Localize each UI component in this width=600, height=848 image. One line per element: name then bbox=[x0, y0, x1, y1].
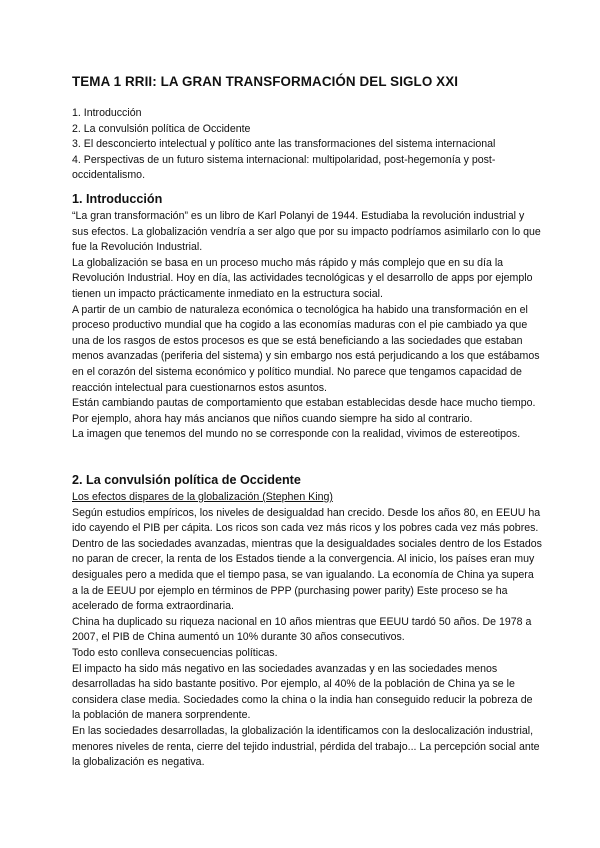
toc-item: 2. La convulsión política de Occidente bbox=[72, 122, 251, 135]
section-2-body bbox=[72, 490, 542, 771]
paragraph: En las sociedades desarrolladas, la globalización la identificamos con la deslocalización industrial, menores niveles de renta, cierre del tejido industrial, pérdida del trabajo... La percepción social ante la globalización es negativa. bbox=[72, 724, 540, 769]
document-title: TEMA 1 RRII: LA GRAN TRANSFORMACIÓN DEL SIGLO XXI bbox=[72, 74, 459, 89]
paragraph: Dentro de las sociedades avanzadas, mientras que la desigualdades sociales dentro de los Estados no paran de crecer, la renta de los Estados tiende a la convergencia. Al inicio, los países eran muy desiguales pero a medida que el tiempo pasa, se van igualando. La economía de China ya supera a la de EEUU por ejemplo en términos de PPP (purchasing power parity) Este proceso se ha acelerado de forma extraordinaria. bbox=[72, 537, 542, 613]
paragraph: Todo esto conlleva consecuencias políticas. bbox=[72, 646, 278, 659]
paragraph: “La gran transformación” es un libro de Karl Polanyi de 1944. Estudiaba la revolución industrial y sus efectos. La globalización vendría a ser algo que por su impacto podríamos asimilarlo con lo que fue la Revolución Industrial. bbox=[72, 210, 541, 254]
toc-item: 3. El desconcierto intelectual y político ante las transformaciones del sistema internacional bbox=[72, 138, 496, 151]
paragraph: China ha duplicado su riqueza nacional en 10 años mientras que EEUU tardó 50 años. De 1978 a 2007, el PIB de China aumentó un 10% durante 30 años consecutivos. bbox=[72, 615, 532, 644]
section-2-heading: 2. La convulsión política de Occidente bbox=[72, 473, 301, 487]
paragraph: La globalización se basa en un proceso mucho más rápido y más complejo que en su día la Revolución Industrial. Hoy en día, las actividades tecnológicas y el desarrollo de apps por ejemplo tienen un impacto prácticamente inmediato en la estructura social. bbox=[72, 256, 533, 300]
paragraph: Según estudios empíricos, los niveles de desigualdad han crecido. Desde los años 80, en EEUU ha ido cayendo el PIB per cápita. Los ricos son cada vez más ricos y los pobres cada vez más pobres. bbox=[72, 506, 541, 535]
paragraph: La imagen que tenemos del mundo no se corresponde con la realidad, vivimos de estereotipos. bbox=[72, 428, 521, 441]
table-of-contents bbox=[72, 106, 542, 184]
toc-item: 1. Introducción bbox=[72, 107, 142, 119]
section-1-body bbox=[72, 209, 542, 443]
paragraph: El impacto ha sido más negativo en las sociedades avanzadas y en las sociedades menos desarrolladas ha sido bastante positivo. Por ejemplo, al 40% de la población de China ya se le considera clase media. Sociedades como la china o la india han conseguido reducir la pobreza de la población de manera sorprendente. bbox=[72, 662, 533, 722]
toc-item: 4. Perspectivas de un futuro sistema internacional: multipolaridad, post-hegemonía y post-occidentalismo. bbox=[72, 153, 496, 182]
section-2-subheading: Los efectos dispares de la globalización (Stephen King) bbox=[72, 491, 333, 503]
paragraph: Están cambiando pautas de comportamiento que estaban establecidas desde hace mucho tiempo. Por ejemplo, ahora hay más ancianos que niños cuando siempre ha sido al contrario. bbox=[72, 397, 536, 425]
paragraph: A partir de un cambio de naturaleza económica o tecnológica ha habido una transformación en el proceso productivo mundial que ha cogido a las economías maduras con el pie cambiado ya que una de los rasgos de estos procesos es que se está beneficiando a las sociedades que estaban menos avanzadas (periferia del sistema) y sin embargo nos está perjudicando a los que estábamos en el corazón del sistema económico y político mundial. No parece que tengamos capacidad de reacción intelectual para cuestionarnos estos asuntos. bbox=[72, 303, 540, 394]
section-1-heading: 1. Introducción bbox=[72, 192, 163, 206]
